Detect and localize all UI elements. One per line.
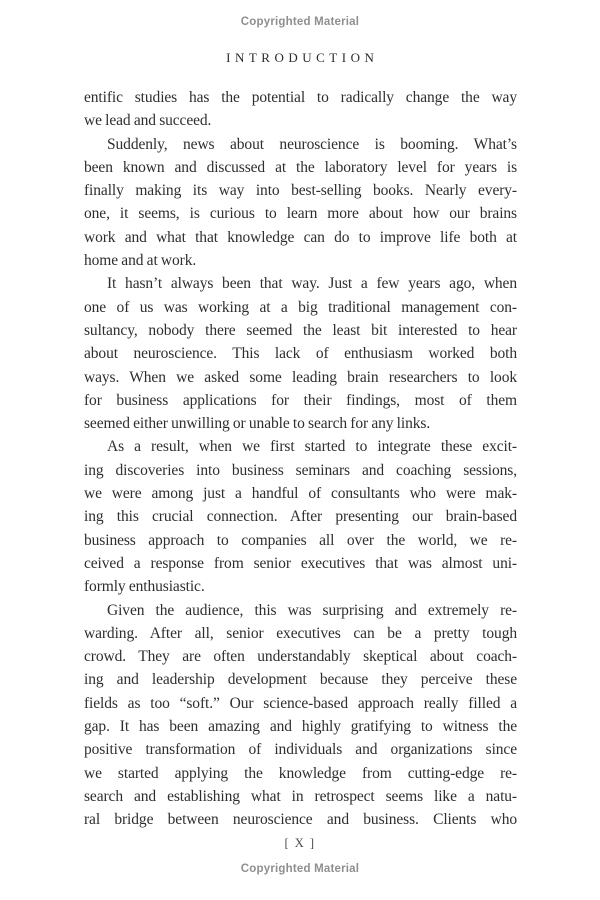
text-line: fields as too “soft.” Our science-based approach really filled a [84, 694, 517, 712]
text-line: search and establishing what in retrospect seems like a natu- [84, 787, 517, 805]
text-block [84, 86, 517, 832]
text-line: business approach to companies all over the world, we re- [84, 531, 517, 549]
paragraph [84, 435, 517, 598]
text-line: Suddenly, news about neuroscience is booming. What’s [107, 135, 517, 153]
paragraph [84, 133, 517, 273]
text-line: ing and leadership development because they perceive these [84, 671, 517, 689]
copyright-notice-top: Copyrighted Material [240, 16, 360, 28]
text-line: ing discoveries into business seminars and coaching sessions, [84, 461, 517, 479]
text-line: we lead and succeed. [84, 112, 212, 130]
text-line: warding. After all, senior executives can be a pretty tough [84, 624, 517, 642]
text-line: home and at work. [84, 252, 197, 270]
text-line: for business applications for their findings, most of them [84, 391, 517, 409]
text-line: been known and discussed at the laboratory level for years is [84, 158, 517, 176]
text-line: one, it seems, is curious to learn more about how our brains [84, 205, 517, 223]
text-line: work and what that knowledge can do to improve life both at [84, 228, 517, 246]
text-line: ing this crucial connection. After presenting our brain-based [84, 508, 517, 526]
text-line: ral bridge between neuroscience and business. Clients who [84, 811, 517, 829]
text-line: entific studies has the potential to radically change the way [84, 89, 517, 106]
text-line: ceived a response from senior executives that was almost uni- [84, 554, 517, 572]
paragraph [84, 272, 517, 435]
text-line: we started applying the knowledge from cutting-edge re- [84, 764, 517, 782]
text-line: It hasn’t always been that way. Just a few years ago, when [107, 275, 517, 293]
text-line: Given the audience, this was surprising and extremely re- [107, 601, 517, 619]
paragraph [84, 599, 517, 832]
text-line: finally making its way into best-selling books. Nearly every- [84, 182, 517, 200]
running-head: INTRODUCTION [226, 50, 379, 65]
text-line: about neuroscience. This lack of enthusiasm worked both [84, 345, 517, 363]
text-line: one of us was working at a big traditional management con- [84, 298, 517, 316]
text-line: positive transformation of individuals and organizations since [84, 741, 517, 759]
text-line: seemed either unwilling or unable to search for any links. [84, 415, 431, 433]
text-line: crowd. They are often understandably skeptical about coach- [84, 648, 517, 666]
text-line: As a result, when we first started to integrate these excit- [107, 438, 517, 456]
text-line: ways. When we asked some leading brain researchers to look [84, 368, 517, 386]
text-line: gap. It has been amazing and highly gratifying to witness the [84, 718, 517, 736]
text-line: we were among just a handful of consultants who were mak- [84, 485, 517, 503]
text-line: sultancy, nobody there seemed the least bit interested to hear [84, 321, 517, 339]
text-line: formly enthusiastic. [84, 578, 205, 596]
paragraph [84, 86, 517, 133]
page-number: [ X ] [284, 836, 316, 850]
copyright-notice-bottom: Copyrighted Material [240, 863, 360, 875]
